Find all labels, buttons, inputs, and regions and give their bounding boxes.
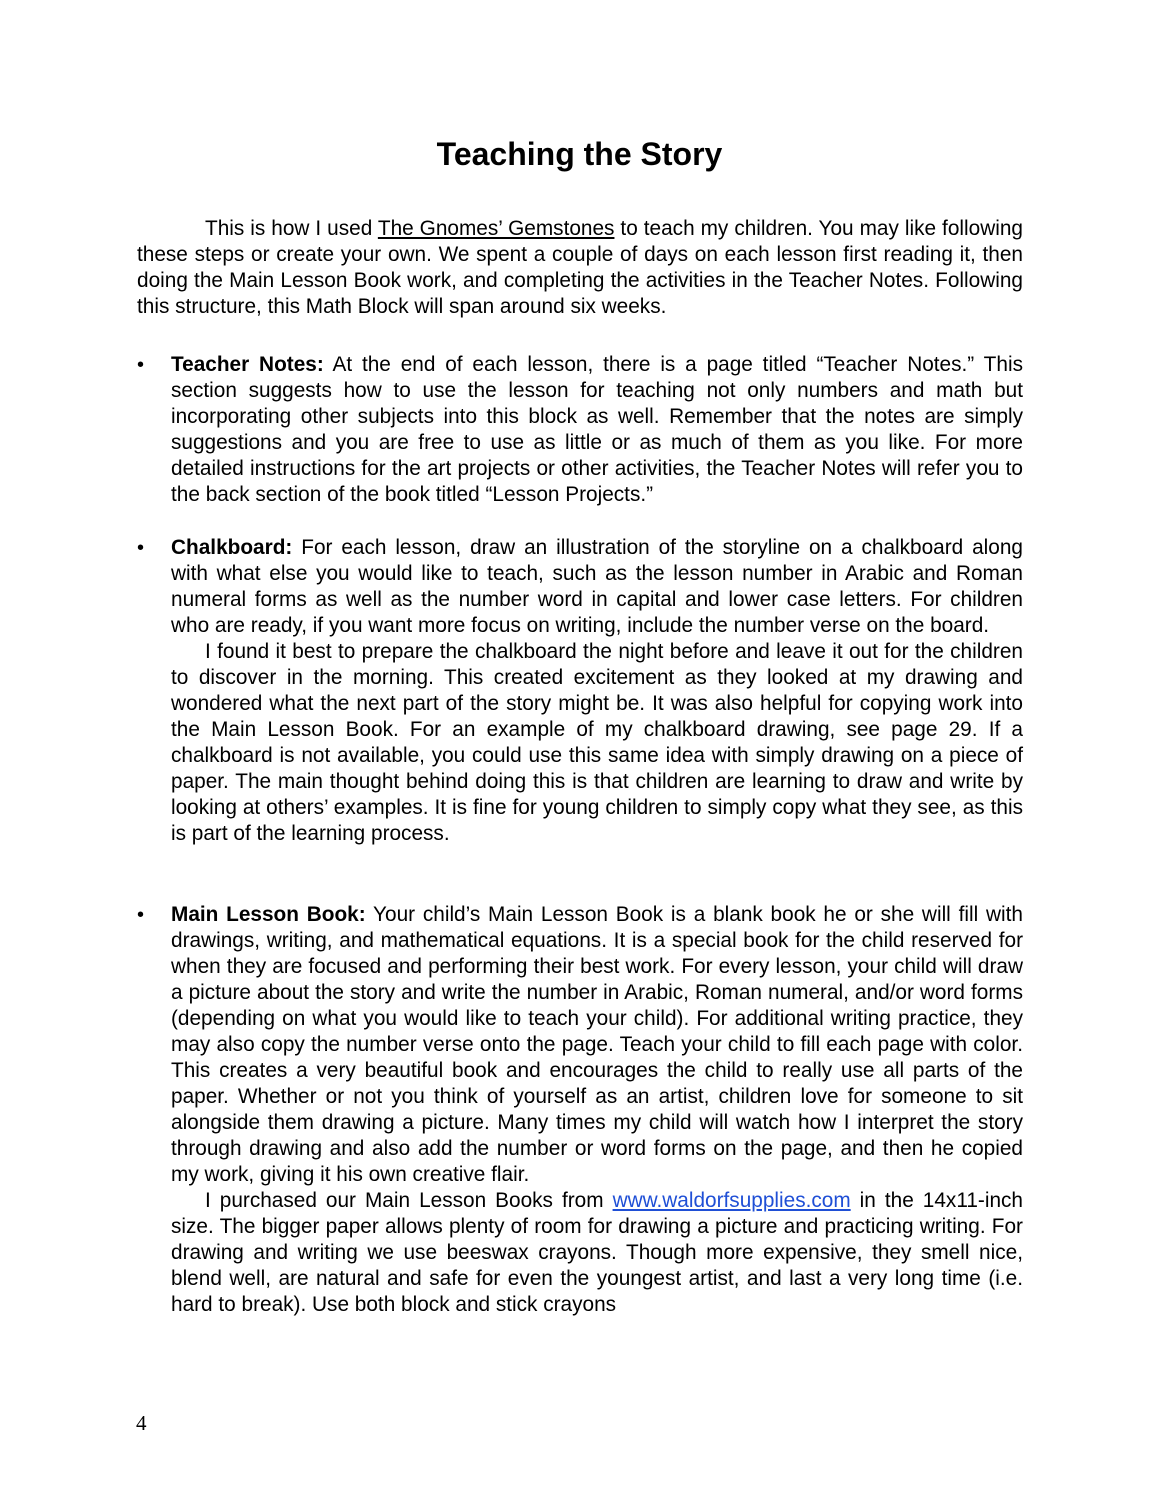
- teacher-notes-paragraph: [171, 352, 1023, 508]
- waldorf-supplies-link[interactable]: www.waldorfsupplies.com: [612, 1189, 851, 1212]
- bullet-dot: •: [137, 354, 145, 376]
- bullet-teacher-notes: [137, 352, 1023, 508]
- bullet-dot: •: [137, 904, 145, 926]
- bullet-chalkboard: [137, 535, 1023, 847]
- main-lesson-book-paragraph-2: [171, 1188, 1023, 1318]
- purchase-text-after: in the 14x11-inch size. The bigger paper allows plenty of room for drawing a picture and practicing writing. For drawing and writing we use beeswax crayons. Though more expensive, they smell nice, blend well, are natural and safe for even the youngest artist, and last a very long time (i.e. hard to break). Use both block and stick crayons: [171, 1189, 1023, 1316]
- intro-text-after: to teach my children. You may like following these steps or create your own. We spent a couple of days on each lesson first reading it, then doing the Main Lesson Book work, and completing the activities in the Teacher Notes. Following this structure, this Math Block will span around six weeks.: [137, 217, 1023, 318]
- intro-paragraph: [137, 216, 1023, 320]
- bullet-main-lesson-book: [137, 902, 1023, 1318]
- chalkboard-paragraph: [171, 535, 1023, 639]
- page-number: 4: [136, 1411, 147, 1435]
- chalkboard-paragraph-2: I found it best to prepare the chalkboard the night before and leave it out for the children to discover in the morning. This created excitement as they looked at my drawing and wondered what the next part of the story might be. It was also helpful for copying work into the Main Lesson Book. For an example of my chalkboard drawing, see page 29. If a chalkboard is not available, you could use this same idea with simply drawing on a piece of paper. The main thought behind doing this is that children are learning to draw and write by looking at others’ examples. It is fine for young children to simply copy what they see, as this is part of the learning process.: [171, 640, 1023, 845]
- teacher-notes-label: Teacher Notes:: [171, 353, 324, 376]
- purchase-text-before: I purchased our Main Lesson Books from: [205, 1189, 613, 1212]
- chalkboard-text: For each lesson, draw an illustration of the storyline on a chalkboard along with what else you would like to teach, such as the lesson number in Arabic and Roman numeral forms as well as the number word in capital and lower case letters. For children who are ready, if you want more focus on writing, include the number verse on the board.: [171, 536, 1023, 637]
- page-title: Teaching the Story: [436, 136, 723, 172]
- chalkboard-label: Chalkboard:: [171, 536, 293, 559]
- main-lesson-book-label: Main Lesson Book:: [171, 903, 366, 926]
- intro-text-before: This is how I used: [205, 217, 378, 240]
- bullet-dot: •: [137, 537, 145, 559]
- teacher-notes-text: At the end of each lesson, there is a page titled “Teacher Notes.” This section suggests how to use the lesson for teaching not only numbers and math but incorporating other subjects into this block as well. Remember that the notes are simply suggestions and you are free to use as little or as much of them as you like. For more detailed instructions for the art projects or other activities, the Teacher Notes will refer you to the back section of the book titled “Lesson Projects.”: [171, 353, 1023, 506]
- main-lesson-book-text: Your child’s Main Lesson Book is a blank book he or she will fill with drawings, writing, and mathematical equations. It is a special book for the child reserved for when they are focused and performing their best work. For every lesson, your child will draw a picture about the story and write the number in Arabic, Roman numeral, and/or word forms (depending on what you would like to teach your child). For additional writing practice, they may also copy the number verse onto the page. Teach your child to fill each page with color. This creates a very beautiful book and encourages the child to really use all parts of the paper. Whether or not you think of yourself as an artist, children love for someone to sit alongside them drawing a picture. Many times my child will watch how I interpret the story through drawing and also add the number or word forms on the page, and then he copied my work, giving it his own creative flair.: [171, 903, 1023, 1186]
- book-title: The Gnomes’ Gemstones: [377, 217, 615, 240]
- main-lesson-book-paragraph: [171, 902, 1023, 1188]
